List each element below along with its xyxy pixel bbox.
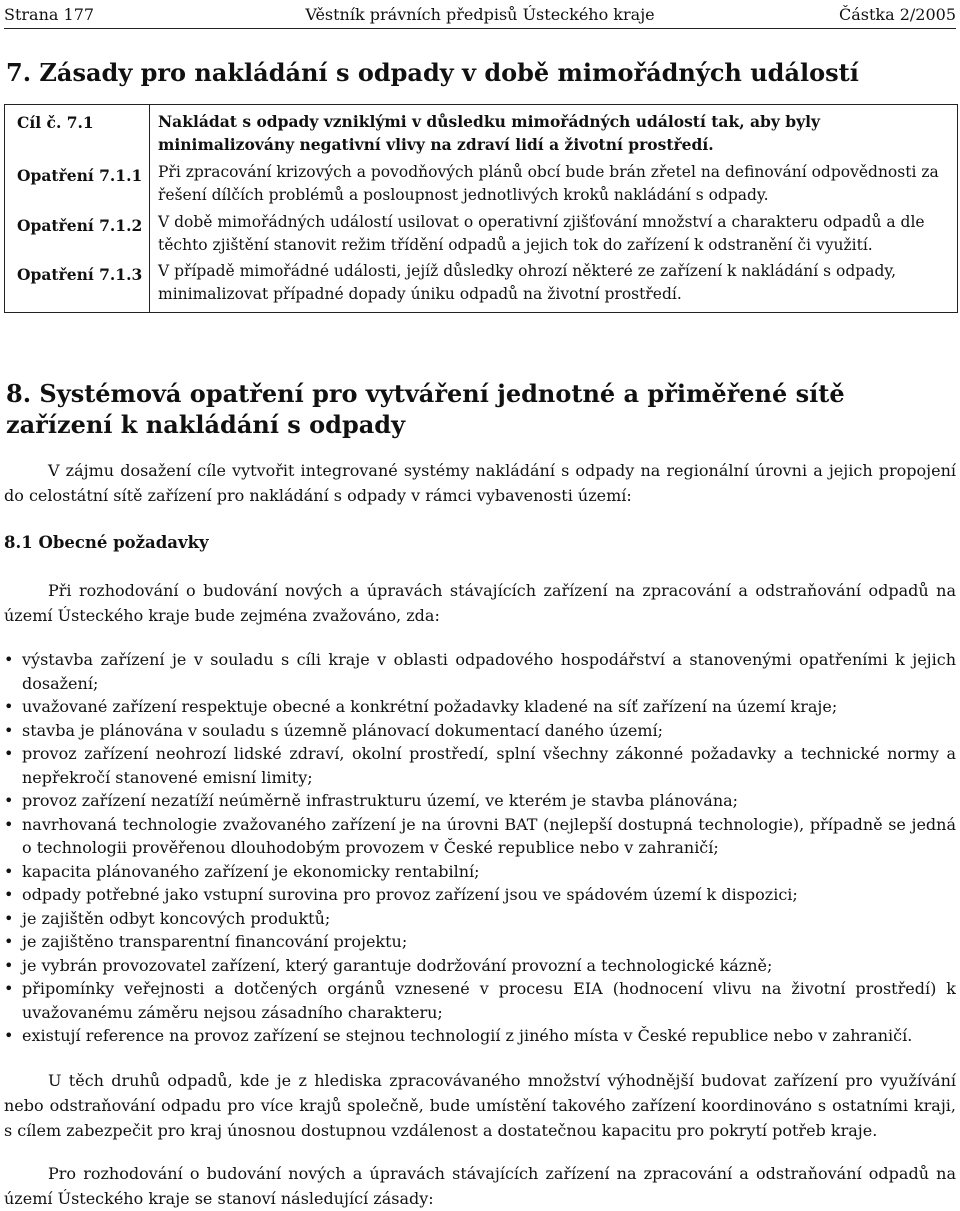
list-item: • výstavba zařízení je v souladu s cíli kraje v oblasti odpadového hospodářství a stanovenými opatřeními k jejich dosažení; xyxy=(4,650,956,693)
section-7-heading: 7. Zásady pro nakládání s odpady v době mimořádných událostí xyxy=(6,58,859,87)
subsection-8-1-intro: Při rozhodování o budování nových a úpravách stávajících zařízení na zpracování a odstraňování odpadů na území Ústeckého kraje bude zejména zvažováno, zda: xyxy=(4,581,956,625)
issue-number: Částka 2/2005 xyxy=(838,5,956,24)
measure-text-7-1-3: V případě mimořádné události, jejíž důsledky ohrozí některé ze zařízení k nakládání s odpady, minimalizovat případné dopady úniku odpadů na životní prostředí. xyxy=(158,262,897,303)
measure-text-7-1-2: V době mimořádných událostí usilovat o operativní zjišťování množství a charakteru odpadů a dle těchto zjištění stanovit režim třídění odpadů a jejich tok do zařízení k odstranění či využití. xyxy=(158,213,925,254)
page-number: Strana 177 xyxy=(4,5,95,24)
goal-label: Cíl č. 7.1 xyxy=(17,113,94,132)
content-column xyxy=(150,105,958,313)
list-item: • uvažované zařízení respektuje obecné a konkrétní požadavky kladené na síť zařízení na území kraje; xyxy=(4,695,956,719)
list-item: • odpady potřebné jako vstupní surovina pro provoz zařízení jsou ve spádovém území k dispozici; xyxy=(4,883,956,907)
bullet-icon: • xyxy=(4,979,14,998)
publication-title: Věstník právních předpisů Ústeckého kraje xyxy=(305,5,655,24)
list-item: • připomínky veřejnosti a dotčených orgánů vznesené v procesu EIA (hodnocení vlivu na životní prostředí) k uvažovanému záměru nejsou zásadního charakteru; xyxy=(4,979,956,1022)
requirements-list xyxy=(4,648,956,1048)
bullet-icon: • xyxy=(4,861,14,881)
bullet-icon: • xyxy=(4,932,14,951)
running-header xyxy=(4,2,956,29)
bullet-icon: • xyxy=(4,791,14,810)
list-item: • existují reference na provoz zařízení se stejnou technologií z jiného místa v České republice nebo v zahraničí. xyxy=(4,1024,956,1048)
measure-label-7-1-1: Opatření 7.1.1 xyxy=(17,166,143,185)
subsection-8-1-heading: 8.1 Obecné požadavky xyxy=(4,533,209,552)
principles-intro-paragraph: Pro rozhodování o budování nových a úpravách stávajících zařízení na zpracování a odstraňování odpadů na území Ústeckého kraje se stanoví následující zásady: xyxy=(4,1164,956,1208)
bullet-icon: • xyxy=(4,955,14,975)
list-item: • provoz zařízení neohrozí lidské zdraví, okolní prostředí, splní všechny zákonné požadavky a technické normy a nepřekročí stanovené emisní limity; xyxy=(4,744,956,787)
coordination-paragraph: U těch druhů odpadů, kde je z hlediska zpracovávaného množství výhodnější budovat zařízení pro využívání nebo odstraňování odpadu pro více krajů společně, bude umístění takového zařízení koordinováno s ostatními kraji, s cílem zabezpečit pro kraj únosnou dostupnou vzdálenost a dostatečnou kapacitu pro pokrytí potřeb kraje. xyxy=(4,1071,956,1140)
list-item: • je vybrán provozovatel zařízení, který garantuje dodržování provozní a technologické kázně; xyxy=(4,954,956,978)
bullet-icon: • xyxy=(4,650,14,669)
measure-label-7-1-3: Opatření 7.1.3 xyxy=(17,265,143,284)
list-item: • je zajištěno transparentní financování projektu; xyxy=(4,930,956,954)
bullet-icon: • xyxy=(4,744,14,763)
section-8-heading: 8. Systémová opatření pro vytváření jednotné a přiměřené sítě zařízení k nakládání s odpady xyxy=(6,379,845,439)
list-item: • je zajištěn odbyt koncových produktů; xyxy=(4,907,956,931)
bullet-icon: • xyxy=(4,814,14,834)
list-item: • stavba je plánována v souladu s územně plánovací dokumentací daného území; xyxy=(4,719,956,743)
labels-column xyxy=(5,105,150,313)
list-item: • kapacita plánovaného zařízení je ekonomicky rentabilní; xyxy=(4,860,956,884)
goal-measures-table xyxy=(4,104,958,313)
goal-text: Nakládat s odpady vzniklými v důsledku mimořádných událostí tak, aby byly minimalizovány negativní vlivy na zdraví lidí a životní prostředí. xyxy=(158,112,821,154)
section-8-intro: V zájmu dosažení cíle vytvořit integrované systémy nakládání s odpady na regionální úrovni a jejich propojení do celostátní sítě zařízení pro nakládání s odpady v rámci vybavenosti území: xyxy=(4,461,956,505)
list-item: • provoz zařízení nezatíží neúměrně infrastrukturu území, ve kterém je stavba plánována; xyxy=(4,789,956,813)
list-item: • navrhovaná technologie zvažovaného zařízení je na úrovni BAT (nejlepší dostupná technologie), případně se jedná o technologii prověřenou dlouhodobým provozem v České republice nebo v zahraničí; xyxy=(4,814,956,857)
measure-text-7-1-1: Při zpracování krizových a povodňových plánů obcí bude brán zřetel na definování odpovědnosti za řešení dílčích problémů a posloupnost jednotlivých kroků nakládání s odpady. xyxy=(158,163,939,204)
bullet-icon: • xyxy=(4,1026,14,1045)
bullet-icon: • xyxy=(4,908,14,928)
bullet-icon: • xyxy=(4,885,14,904)
bullet-icon: • xyxy=(4,720,14,740)
bullet-icon: • xyxy=(4,697,14,716)
measure-label-7-1-2: Opatření 7.1.2 xyxy=(17,216,143,235)
